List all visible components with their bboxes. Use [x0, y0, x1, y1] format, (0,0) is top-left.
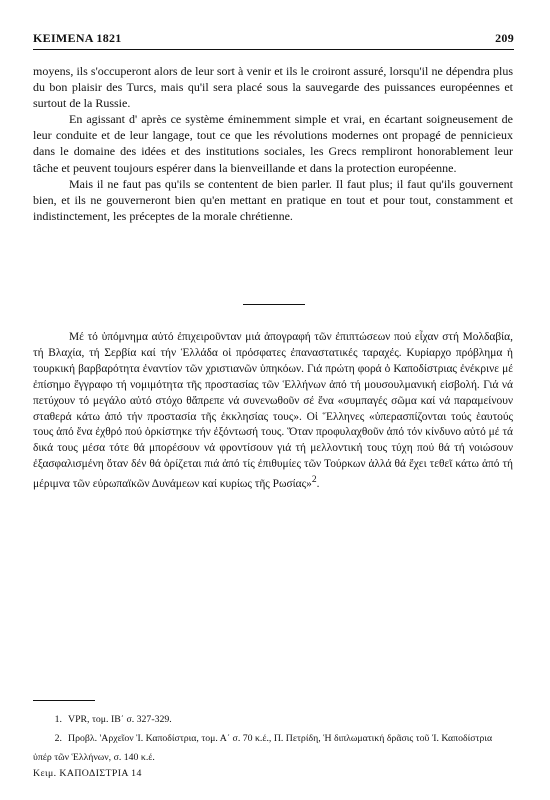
- page-number: 209: [495, 31, 514, 45]
- section-separator: [243, 304, 305, 305]
- footnotes: [33, 710, 513, 767]
- footnote-text: Προβλ. 'Αρχεῖον Ἰ. Καποδίστρια, τομ. Α΄ σ. 70 κ.έ., Π. Πετρίδη, Ἡ διπλωματική δρᾶσις τοῦ Ἰ. Καποδίστρια ὑπέρ τῶν Ἑλλήνων, σ. 140 κ.έ.: [33, 733, 493, 763]
- footnote-text: VPR, τομ. ΙΒ΄ σ. 327-329.: [68, 714, 172, 725]
- greek-paragraph-text: Μέ τό ὑπόμνημα αὐτό ἐπιχειροῦνταν μιά ἀπογραφή τῶν ἐπιπτώσεων πού εἶχαν στή Μολδαβία, τή Βλαχία, τή Σερβία καί τήν Ἑλλάδα οἱ πρόσφατες ἐπαναστατικές ταραχές. Κυρίαρχο πρόβλημα ἡ τουρκική βαρβαρότητα ἐναντίον τῶν χριστιανῶν ὑπηκόων. Γιά πρώτη φορά ὁ Καποδίστριας ἐνέκρινε μέ ἐπίσημο ἔγγραφο τή νομιμότητα τῆς προστασίας τῶν Ἑλλήνων ἀπό τή μουσουλμανική εἰσβολή. Γιά νά πετύχουν τό μεγάλο αὐτό στόχο θἄπρεπε νά συνενωθοῦν σέ ἕνα «συμπαγές σῶμα καί νά παραμείνουν σταθερά κάτω ἀπό τήν προστασία τῆς ἐκκλησίας τους». Οἱ Ἕλληνες «ὑπερασπίζονται τούς ἑαυτούς τους ἀπό ἕνα ἐχθρό πού ὁρκίστηκε τήν ἐξόντωσή τους. Ὅταν προφυλαχθοῦν ἀπό τόν κίνδυνο αὐτό μέ τά δικά τους μέσα τότε θά μπορέσουν νά φροντίσουν γιά τή μελλοντική τους τύχη πού θά τή νοιώσουν ἐξασφαλισμένη ὅταν δέν θά ὁρίζεται πιά ἀπό τίς ἐπιθυμίες τῶν Τούρκων ἀλλά θά ἔχει τεθεῖ κάτω ἀπό τή μέριμνα τῶν εὐρωπαϊκῶν Δυνάμεων καί κυρίως τῆς Ρωσίας»: [33, 331, 513, 490]
- running-title: ΚΕΙΜΕΝΑ 1821: [33, 31, 122, 45]
- printer-signature: Κειμ. ΚΑΠΟΔΙΣΤΡΙΑ 14: [33, 768, 142, 779]
- footnote-number: 1.: [54, 714, 62, 725]
- french-paragraph-3: Mais il ne faut pas qu'ils se contentent de bien parler. Il faut plus; il faut qu'ils gouvernent bien, et ils ne gouverneront bien qu'en mettant en pratique en tout et pour tout, constamment et indistinctement, les préceptes de la morale chrétienne.: [33, 176, 513, 223]
- french-paragraph-2: En agissant d' après ce système éminemment simple et vrai, en écartant soigneusement de leur conduite et de leur langage, tout ce que les révolutions modernes ont propagé de pennicieux dans le domaine des idées et des institutions sociales, les Grecs rempliront honorablement leur tâche et peuvent toujours espérer dans la bienveillande et dans la protection européenne.: [33, 112, 513, 175]
- header-rule: [33, 49, 514, 50]
- greek-commentary: [33, 330, 513, 493]
- footnote-rule: [33, 700, 95, 701]
- french-text-block: [33, 63, 513, 224]
- footnote-number: 2.: [54, 733, 62, 744]
- greek-paragraph: Μέ τό ὑπόμνημα αὐτό ἐπιχειροῦνταν μιά ἀπογραφή τῶν ἐπιπτώσεων πού εἶχαν στή Μολδαβία, τή Βλαχία, τή Σερβία καί τήν Ἑλλάδα οἱ πρόσφατες ἐπαναστατικές ταραχές. Κυρίαρχο πρόβλημα ἡ τουρκική βαρβαρότητα ἐναντίον τῶν χριστιανῶν ὑπηκόων. Γιά πρώτη φορά ὁ Καποδίστριας ἐνέκρινε μέ ἐπίσημο ἔγγραφο τή νομιμότητα τῆς προστασίας τῶν Ἑλλήνων ἀπό τή μουσουλμανική εἰσβολή. Γιά νά πετύχουν τό μεγάλο αὐτό στόχο θἄπρεπε νά συνενωθοῦν σέ ἕνα «συμπαγές σῶμα καί νά παραμείνουν σταθερά κάτω ἀπό τήν προστασία τῆς ἐκκλησίας τους». Οἱ Ἕλληνες «ὑπερασπίζονται τούς ἑαυτούς τους ἀπό ἕνα ἐχθρό πού ὁρκίστηκε τήν ἐξόντωσή τους. Ὅταν προφυλαχθοῦν ἀπό τόν κίνδυνο αὐτό μέ τά δικά τους μέσα τότε θά μπορέσουν νά φροντίσουν γιά τή μελλοντική τους τύχη πού θά τή νοιώσουν ἐξασφαλισμένη ὅταν δέν θά ὁρίζεται πιά ἀπό τίς ἐπιθυμίες τῶν Τούρκων ἀλλά θά ἔχει τεθεῖ κάτω ἀπό τή μέριμνα τῶν εὐρωπαϊκῶν Δυνάμεων καί κυρίως τῆς Ρωσίας»$^2$.: [33, 331, 513, 490]
- running-header: [33, 31, 514, 49]
- footnote-1: [33, 710, 513, 729]
- french-paragraph-1: moyens, ils s'occuperont alors de leur sort à venir et ils le croiront assuré, lorsqu'il ne dépendra plus du bon plaisir des Turcs, mais qu'il sera placé sous la sauvegarde des puissances européennes et surtout de la Russie.: [33, 64, 513, 111]
- footnote-reference: 2: [311, 475, 317, 486]
- footnote-2: [33, 729, 513, 767]
